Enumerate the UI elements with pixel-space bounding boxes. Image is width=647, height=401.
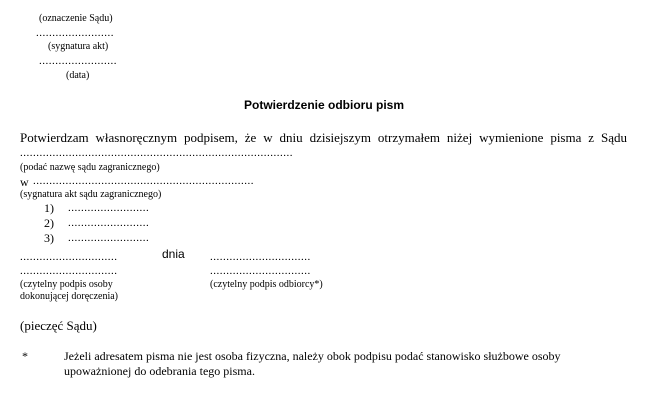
dnia-label: dnia <box>162 247 185 261</box>
intro-paragraph: Potwierdzam własnoręcznym podpisem, że w dniu dzisiejszym otrzymałem niżej wymienione pisma z Sądu <box>20 130 627 145</box>
date-signature-line[interactable]: ............................... <box>210 251 311 263</box>
court-stamp-label: (pieczęć Sądu) <box>20 318 97 333</box>
item-line[interactable]: ......................... <box>68 202 150 214</box>
item-number: 3) <box>44 231 54 245</box>
case-reference-line[interactable]: ........................ <box>39 55 117 67</box>
recipient-signature-line[interactable]: ............................... <box>210 265 311 277</box>
item-number: 1) <box>44 201 54 215</box>
document-title: Potwierdzenie odbioru pism <box>244 98 405 112</box>
foreign-court-line[interactable]: .................................................................................... <box>20 147 293 159</box>
foreign-case-label: (sygnatura akt sądu zagranicznego) <box>20 189 162 200</box>
recipient-signature-label: (czytelny podpis odbiorcy*) <box>210 279 323 290</box>
court-designation-label: (oznaczenie Sądu) <box>39 13 113 24</box>
delivery-signature-label-2: dokonującej doręczenia) <box>20 291 119 302</box>
footnote-line-1: Jeżeli adresatem pisma nie jest osoba fizyczna, należy obok podpisu podać stanowisko służbowe osoby <box>64 349 561 363</box>
foreign-case-line[interactable]: .................................................................... <box>33 175 254 187</box>
item-line[interactable]: ......................... <box>68 217 150 229</box>
delivery-signature-line-2[interactable]: .............................. <box>20 265 118 277</box>
foreign-court-label: (podać nazwę sądu zagranicznego) <box>20 162 160 173</box>
foreign-case-prefix: w <box>20 175 29 189</box>
delivery-signature-label-1: (czytelny podpis osoby <box>20 279 113 290</box>
date-label: (data) <box>66 70 90 81</box>
item-number: 2) <box>44 216 54 230</box>
footnote-mark: * <box>22 349 28 363</box>
court-designation-line[interactable]: ........................ <box>36 27 114 39</box>
item-line[interactable]: ......................... <box>68 232 150 244</box>
delivery-signature-line-1[interactable]: .............................. <box>20 251 118 263</box>
footnote-line-2: upoważnionej do odebrania tego pisma. <box>64 364 255 378</box>
case-reference-label: (sygnatura akt) <box>48 41 109 52</box>
